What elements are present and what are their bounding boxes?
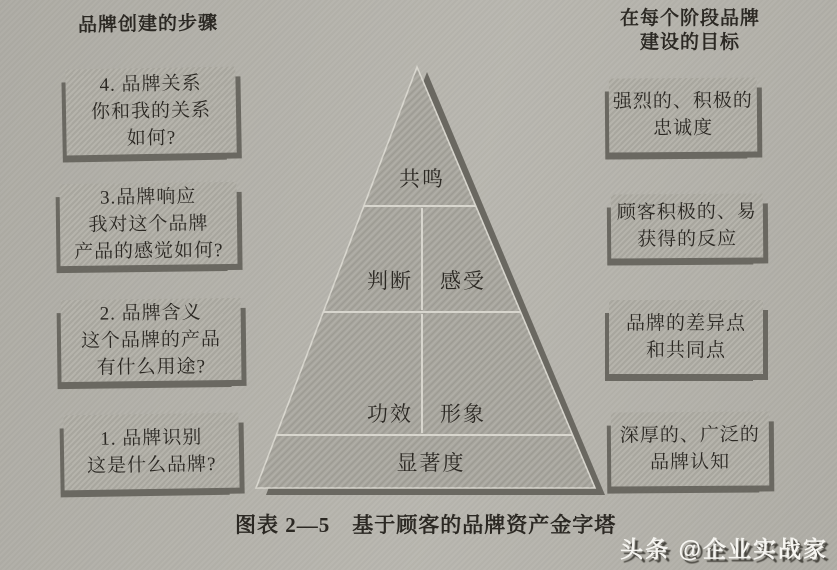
step-box-3-brand-response [60,182,238,266]
goal-box-loyalty [609,77,758,152]
figure-caption [235,509,617,539]
step-box-line: 这是什么品牌? [86,453,217,477]
pyramid-texture [256,67,595,488]
goal-box-line: 忠诚度 [653,117,714,140]
pyramid-level-resonance-label: 共鸣 [399,167,445,191]
pyramid-level-imagery-label: 形象 [440,402,486,426]
goal-box-points-of-difference [609,300,763,374]
step-box-line: 我对这个品牌 [88,212,209,236]
pyramid-level-feelings-label: 感受 [440,269,486,293]
right-column-header [610,7,770,55]
pyramid-level-salience-label: 显著度 [396,451,466,475]
pyramid-level-performance-label: 功效 [367,402,413,426]
left-column-header: 品牌创建的步骤 [77,12,219,37]
step-box-line: 这个品牌的产品 [80,328,222,352]
step-box-1-brand-identity [63,413,239,491]
goal-box-brand-awareness [611,411,770,486]
goal-box-line: 获得的反应 [637,228,738,251]
figure-number: 图表 2—5 [235,513,331,537]
right-column-header-line2: 建设的目标 [639,32,740,53]
step-box-line: 有什么用途? [96,355,207,379]
goal-box-line: 强烈的、积极的 [612,90,753,113]
step-box-4-brand-relationship [65,67,236,156]
step-box-line: 3.品牌响应 [99,185,197,209]
step-box-line: 你和我的关系 [90,99,212,123]
goal-box-line: 和共同点 [645,340,726,361]
pyramid-level-judgments-label: 判断 [367,269,413,293]
right-column-header-line1: 在每个阶段品牌 [619,8,760,29]
goal-box-line: 品牌认知 [650,451,731,474]
figure-title: 基于顾客的品牌资产金字塔 [352,513,617,537]
watermark: 头条 @企业实战家 [620,536,828,562]
step-box-2-brand-meaning [61,298,242,382]
step-box-line: 如何? [126,127,177,149]
goal-box-line: 顾客积极的、易 [616,201,757,224]
step-box-line: 4. 品牌关系 [99,72,202,96]
goal-box-reactions [611,193,763,258]
brand-equity-pyramid [240,55,620,505]
goal-box-line: 深厚的、广泛的 [619,424,760,447]
step-box-line: 产品的感觉如何? [73,239,224,263]
step-box-line: 1. 品牌识别 [100,426,203,450]
goal-box-line: 品牌的差异点 [625,313,746,334]
step-box-line: 2. 品牌含义 [99,301,202,325]
